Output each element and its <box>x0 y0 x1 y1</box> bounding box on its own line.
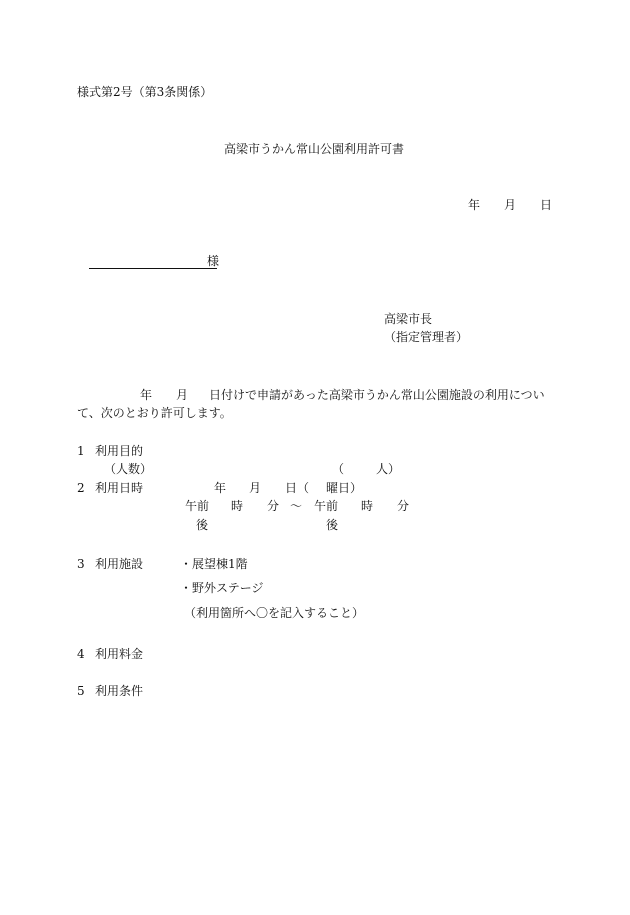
use-weekday-label: 曜日） <box>326 481 363 495</box>
body-month-label: 月 <box>176 388 189 402</box>
body-year-label: 年 <box>140 388 153 402</box>
item-5-label: 利用条件 <box>95 684 144 698</box>
item-4-number: 4 <box>77 647 85 661</box>
end-am-label: 午前 <box>314 499 339 513</box>
use-year-label: 年 <box>214 481 227 495</box>
item-3-number: 3 <box>77 557 85 571</box>
start-pm-label: 後 <box>196 518 209 532</box>
item-1-number: 1 <box>77 444 85 458</box>
people-close: 人） <box>376 462 401 476</box>
issuer-alt: （指定管理者） <box>384 330 469 344</box>
body-line-1: 日付けで申請があった高梁市うかん常山公園施設の利用につい <box>209 388 545 402</box>
item-5-number: 5 <box>77 684 85 698</box>
people-label: （人数） <box>104 462 153 476</box>
form-number: 様式第2号（第3条関係） <box>77 85 213 99</box>
body-line-2: て、次のとおり許可します。 <box>77 406 232 420</box>
facility-instruction-note: （利用箇所へ〇を記入すること） <box>184 606 365 620</box>
start-hour-label: 時 <box>231 499 244 513</box>
use-month-label: 月 <box>249 481 262 495</box>
people-open-paren: （ <box>332 462 345 476</box>
end-minute-label: 分 <box>397 499 410 513</box>
start-minute-label: 分 <box>267 499 280 513</box>
date-month-label: 月 <box>504 198 517 212</box>
date-year-label: 年 <box>468 198 481 212</box>
issuer-name: 高梁市長 <box>384 312 433 326</box>
facility-option-observation-deck: ・展望棟1階 <box>180 557 248 571</box>
end-hour-label: 時 <box>361 499 374 513</box>
start-am-label: 午前 <box>185 499 210 513</box>
end-pm-label: 後 <box>326 518 339 532</box>
addressee-underline <box>89 268 217 269</box>
item-3-label: 利用施設 <box>95 557 144 571</box>
item-2-number: 2 <box>77 481 85 495</box>
item-4-label: 利用料金 <box>95 647 144 661</box>
time-range-tilde: ～ <box>290 499 303 513</box>
document-title: 高梁市うかん常山公園利用許可書 <box>224 142 405 156</box>
date-day-label: 日 <box>540 198 553 212</box>
facility-option-outdoor-stage: ・野外ステージ <box>180 581 264 595</box>
addressee-suffix: 様 <box>207 254 220 268</box>
item-1-label: 利用目的 <box>95 444 144 458</box>
item-2-label: 利用日時 <box>95 481 144 495</box>
use-day-label: 日（ <box>285 481 310 495</box>
